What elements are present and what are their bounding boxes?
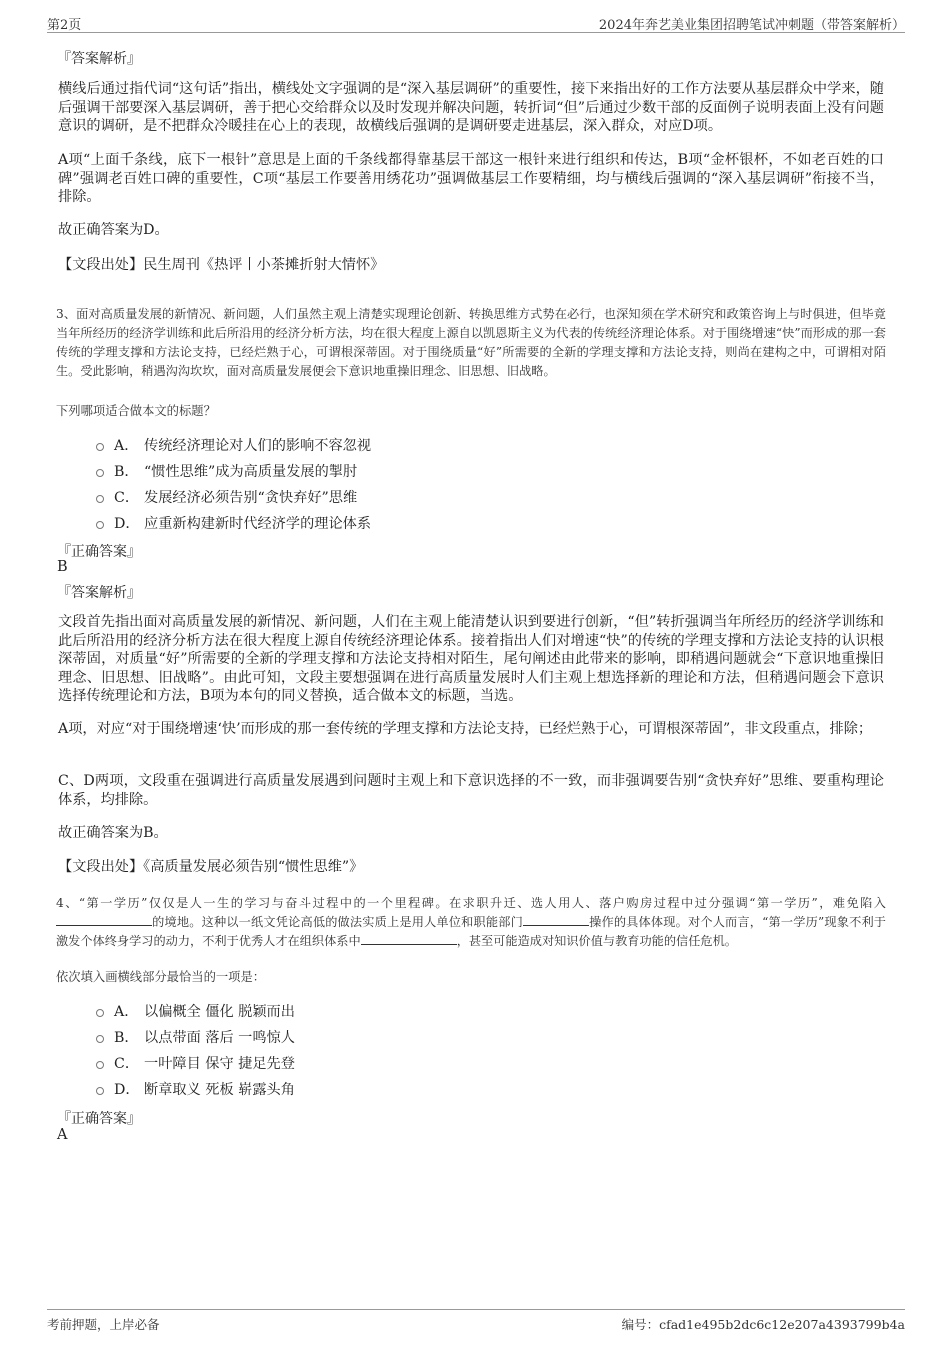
option-letter: D． [114,516,140,532]
q2-source: 【文段出处】民生周刊《热评丨小茶摊折射大情怀》 [58,257,385,273]
q3-option-b[interactable] [96,461,357,481]
q3-analysis-paragraph-2: A项，对应“对于围绕增速‘快’而形成的那一套传统的学理支撑和方法论支持，已经烂熟于心，可谓根深蒂固”，非文段重点，排除； [58,721,873,737]
q4-correct-answer: A [57,1127,68,1143]
q3-source: 【文段出处】《高质量发展必须告别“惯性思维”》 [58,859,364,875]
q4-option-b[interactable] [96,1027,295,1047]
radio-icon[interactable] [96,469,104,477]
option-letter: A． [114,438,139,454]
option-letter: C． [114,490,140,506]
option-text: 传统经济理论对人们的影响不容忽视 [144,438,372,454]
radio-icon[interactable] [96,1035,104,1043]
page-header [47,12,905,33]
q4-correct-label: 『正确答案』 [57,1111,141,1127]
q3-correct-label: 『正确答案』 [57,544,141,560]
q4-prompt: 依次填入画横线部分最恰当的一项是： [56,970,266,984]
radio-icon[interactable] [96,1087,104,1095]
fill-blank-2 [523,913,589,926]
option-text: 以点带面 落后 一鸣惊人 [144,1030,295,1046]
option-letter: C． [114,1056,140,1072]
page-footer [47,1309,905,1334]
q3-option-a[interactable] [96,435,371,455]
option-text: 以偏概全 僵化 脱颖而出 [144,1004,295,1020]
option-letter: D． [114,1082,140,1098]
q3-conclusion: 故正确答案为B。 [58,825,168,841]
q3-option-c[interactable] [96,487,357,507]
page-number: 第2页 [47,18,82,33]
option-letter: B． [114,1030,139,1046]
option-letter: A． [114,1004,139,1020]
q3-prompt: 下列哪项适合做本文的标题？ [56,404,216,418]
q2-analysis-label: 『答案解析』 [57,51,141,67]
option-text: 发展经济必须告别“贪快弃好”思维 [144,490,358,506]
q4-option-a[interactable] [96,1001,295,1021]
q3-analysis-label: 『答案解析』 [57,585,141,601]
q2-analysis-paragraph-1: 横线后通过指代词“这句话”指出，横线处文字强调的是“深入基层调研”的重要性，接下来指出好的工作方法要从基层群众中学来，随后强调干部要深入基层调研，善于把心交给群众以及时发现并解决问题，转折词“但”后通过少数干部的反面例子说明表面上没有问题意识的调研，是不把群众冷暖挂在心上的表现，故横线后强调的是调研要走进基层，深入群众，对应D项。 [58,81,884,135]
radio-icon[interactable] [96,521,104,529]
q3-option-d[interactable] [96,513,371,533]
option-text: “惯性思维”成为高质量发展的掣肘 [144,464,358,480]
option-text: 应重新构建新时代经济学的理论体系 [144,516,372,532]
fill-blank-3 [361,932,457,945]
q4-option-d[interactable] [96,1079,295,1099]
q2-conclusion: 故正确答案为D。 [58,222,169,238]
q4-option-c[interactable] [96,1053,295,1073]
q3-analysis-paragraph-3: C、D两项，文段重在强调进行高质量发展遇到问题时主观上和下意识选择的不一致，而非强调要告别“贪快弃好”思维、要重构理论体系，均排除。 [58,773,884,808]
q2-analysis-paragraph-2: A项“上面千条线，底下一根针”意思是上面的千条线都得靠基层干部这一根针来进行组织和传达，B项“金杯银杯，不如老百姓的口碑”强调老百姓口碑的重要性，C项“基层工作要善用绣花功”强调做基层工作要精细，均与横线后强调的“深入基层调研”衔接不当，排除。 [58,152,884,206]
footer-slogan: 考前押题，上岸必备 [47,1317,160,1332]
radio-icon[interactable] [96,495,104,503]
radio-icon[interactable] [96,1009,104,1017]
q3-correct-answer: B [57,559,68,575]
radio-icon[interactable] [96,1061,104,1069]
q3-question-text: 3、面对高质量发展的新情况、新问题，人们虽然主观上清楚实现理论创新、转换思维方式势在必行，也深知须在学术研究和政策咨询上与时俱进，但毕竟当年所经历的经济学训练和此后所沿用的经济分析方法，均在很大程度上源自以凯恩斯主义为代表的传统经济理论体系。对于围绕增速“快”而形成的那一套传统的学理支撑和方法论支持，已经烂熟于心，可谓根深蒂固。对于围绕质量“好”所需要的全新的学理支撑和方法论支持，则尚在建构之中，可谓相对陌生。受此影响，稍遇沟沟坎坎，面对高质量发展便会下意识地重操旧理念、旧思想、旧战略。 [56,307,886,378]
option-text: 断章取义 死板 崭露头角 [144,1082,295,1098]
option-letter: B． [114,464,139,480]
option-text: 一叶障目 保守 捷足先登 [144,1056,295,1072]
q4-question-text: 4、“第一学历”仅仅是人一生的学习与奋斗过程中的一个里程碑。在求职升迁、选人用人、落户购房过程中过分强调“第一学历”，难免陷入的境地。这种以一纸文凭论高低的做法实质上是用人单位和职能部门 操作的具体体现。对个人而言，“第一学历”现象不利于激发个体终身学习的动力，不利于优秀人才在组织体系中 ，甚至可能造成对知识价值与教育功能的信任危机。 [56,896,886,948]
document-code: 编号：cfad1e495b2dc6c12e207a4393799b4a [621,1317,905,1332]
document-title: 2024年奔艺美业集团招聘笔试冲刺题（带答案解析） [598,18,905,33]
q3-analysis-paragraph-1: 文段首先指出面对高质量发展的新情况、新问题，人们在主观上能清楚认识到要进行创新，“但”转折强调当年所经历的经济学训练和此后所沿用的经济分析方法在很大程度上源自传统经济理论体系。接着指出人们对增速“快”的传统的学理支撑和方法论支持的认识根深蒂固，对质量“好”所需要的全新的学理支撑和方法论支持相对陌生，尾句阐述由此带来的影响，即稍遇问题就会“下意识地重操旧理念、旧思想、旧战略”。由此可知，文段主要想强调在进行高质量发展时人们主观上想选择新的理论和方法，但稍遇问题会下意识选择传统理论和方法，B项为本句的同义替换，适合做本文的标题，当选。 [58,614,884,705]
fill-blank-1 [56,913,152,926]
radio-icon[interactable] [96,443,104,451]
